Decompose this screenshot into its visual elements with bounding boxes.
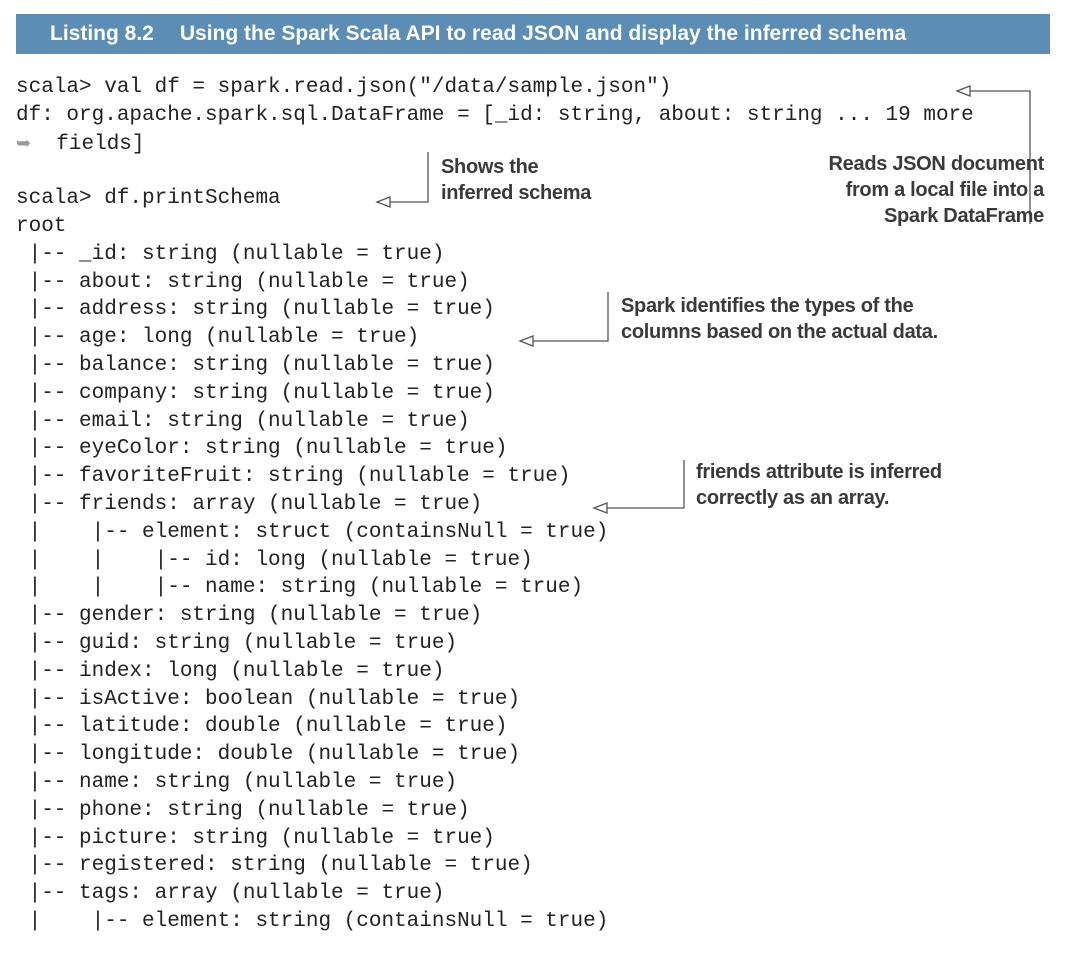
listing-title: Using the Spark Scala API to read JSON and display the inferred schema <box>179 22 907 45</box>
code-line: |-- tags: array (nullable = true) <box>16 882 445 906</box>
code-line: |-- about: string (nullable = true) <box>16 270 470 294</box>
callout-arrow-inferred-schema <box>377 152 428 207</box>
callout-arrow-types <box>520 292 608 346</box>
code-line: |-- _id: string (nullable = true) <box>16 242 445 266</box>
code-line: scala> val df = spark.read.json("/data/sample.json") <box>16 76 672 99</box>
code-line: df: org.apache.spark.sql.DataFrame = [_id: string, about: string ... 19 more <box>16 103 974 127</box>
code-line: |-- gender: string (nullable = true) <box>16 604 483 628</box>
code-line: fields] <box>31 132 145 156</box>
code-line: |-- balance: string (nullable = true) <box>16 353 495 377</box>
code-line: |-- isActive: boolean (nullable = true) <box>16 687 521 711</box>
code-line: |-- email: string (nullable = true) <box>16 409 470 433</box>
code-line: | | |-- id: long (nullable = true) <box>16 548 533 572</box>
line-wrap-arrow-icon: ➥ <box>16 132 32 154</box>
annotation-types: Spark identifies the types of the columns based on the actual data. <box>621 295 938 343</box>
code-line: |-- address: string (nullable = true) <box>16 298 495 322</box>
code-line: |-- registered: string (nullable = true) <box>16 854 533 878</box>
code-line: |-- phone: string (nullable = true) <box>16 798 470 822</box>
code-line: | | |-- name: string (nullable = true) <box>16 576 584 600</box>
code-line: |-- longitude: double (nullable = true) <box>16 743 521 767</box>
code-line: scala> df.printSchema <box>16 187 281 211</box>
code-line: |-- friends: array (nullable = true) <box>16 492 483 516</box>
annotation-inferred-schema: Shows the inferred schema <box>441 156 592 204</box>
code-line: |-- index: long (nullable = true) <box>16 659 445 683</box>
code-line: |-- latitude: double (nullable = true) <box>16 715 508 739</box>
code-line: | |-- element: struct (containsNull = true) <box>16 520 609 544</box>
code-line: |-- picture: string (nullable = true) <box>16 826 495 850</box>
listing-number: Listing 8.2 <box>50 22 154 45</box>
code-line: |-- company: string (nullable = true) <box>16 381 495 405</box>
annotation-friends: friends attribute is inferred correctly as an array. <box>696 461 942 509</box>
code-line: |-- favoriteFruit: string (nullable = true) <box>16 465 571 489</box>
code-line: | |-- element: string (containsNull = true) <box>16 909 609 933</box>
annotation-reads-json: Reads JSON document from a local file into a Spark DataFrame <box>828 153 1044 227</box>
code-line: |-- eyeColor: string (nullable = true) <box>16 437 508 461</box>
code-line: |-- name: string (nullable = true) <box>16 770 458 794</box>
code-line: |-- age: long (nullable = true) <box>16 326 420 350</box>
callout-arrow-friends <box>594 460 684 513</box>
code-line: root <box>16 214 67 238</box>
code-line: |-- guid: string (nullable = true) <box>16 631 458 655</box>
